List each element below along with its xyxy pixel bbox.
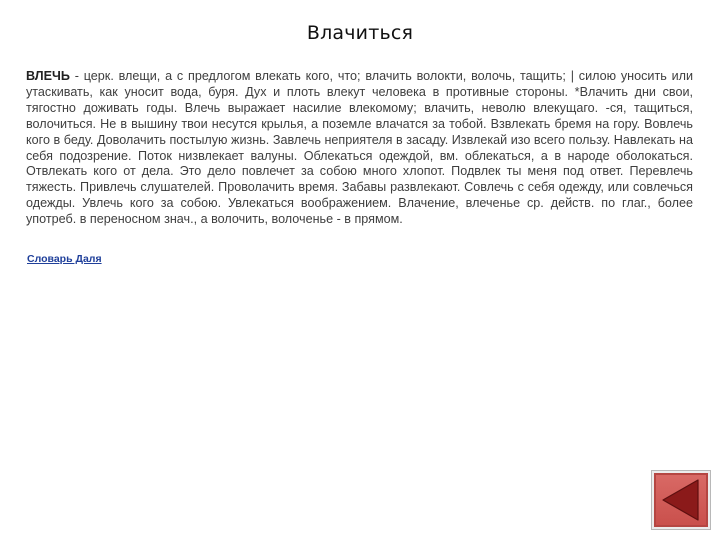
source-link[interactable]: Словарь Даля <box>27 253 102 265</box>
page-title: Влачиться <box>306 22 414 44</box>
back-button[interactable] <box>652 471 710 529</box>
entry-term: ВЛЕЧЬ <box>26 69 70 83</box>
dictionary-entry <box>26 69 693 228</box>
left-triangle-icon <box>654 473 708 527</box>
entry-definition: - церк. влещи, а с предлогом влекать кого, что; влачить волокти, волочь, тащить; | силою уносить или утаскивать, как уносит вода, буря. Дух и плоть влекут человека в противные стороны. *Влачить дни свои, тягостно доживать годы. Влечь выражает насилие влекомому; влачить, неволю влекущаго. -ся, тащиться, волочиться. Не в вышину твои несутся крылья, а поземле влачатся за тобой. Взвлекать бремя на гору. Вовлечь кого в беду. Доволачить постылую жизнь. Завлечь неприятеля в засаду. Извлекай изо всего пользу. Навлекать на себя подозрение. Поток низвлекает валуны. Облекаться одеждой, вм. облекаться, а в народе оболокаться. Отвлекать кого от дела. Это дело повлечет за собою много хлопот. Подвлек ты меня под ответ. Перевлечь тяжесть. Привлечь слушателей. Проволачить время. Забавы развлекают. Совлечь с себя одежду, или совлечься одежды. Увлечь кого за собою. Увлекаться воображением. Влачение, влеченье ср. действ. по глаг., более употреб. в переносном знач., а волочить, волоченье - в прямом. <box>26 69 693 227</box>
